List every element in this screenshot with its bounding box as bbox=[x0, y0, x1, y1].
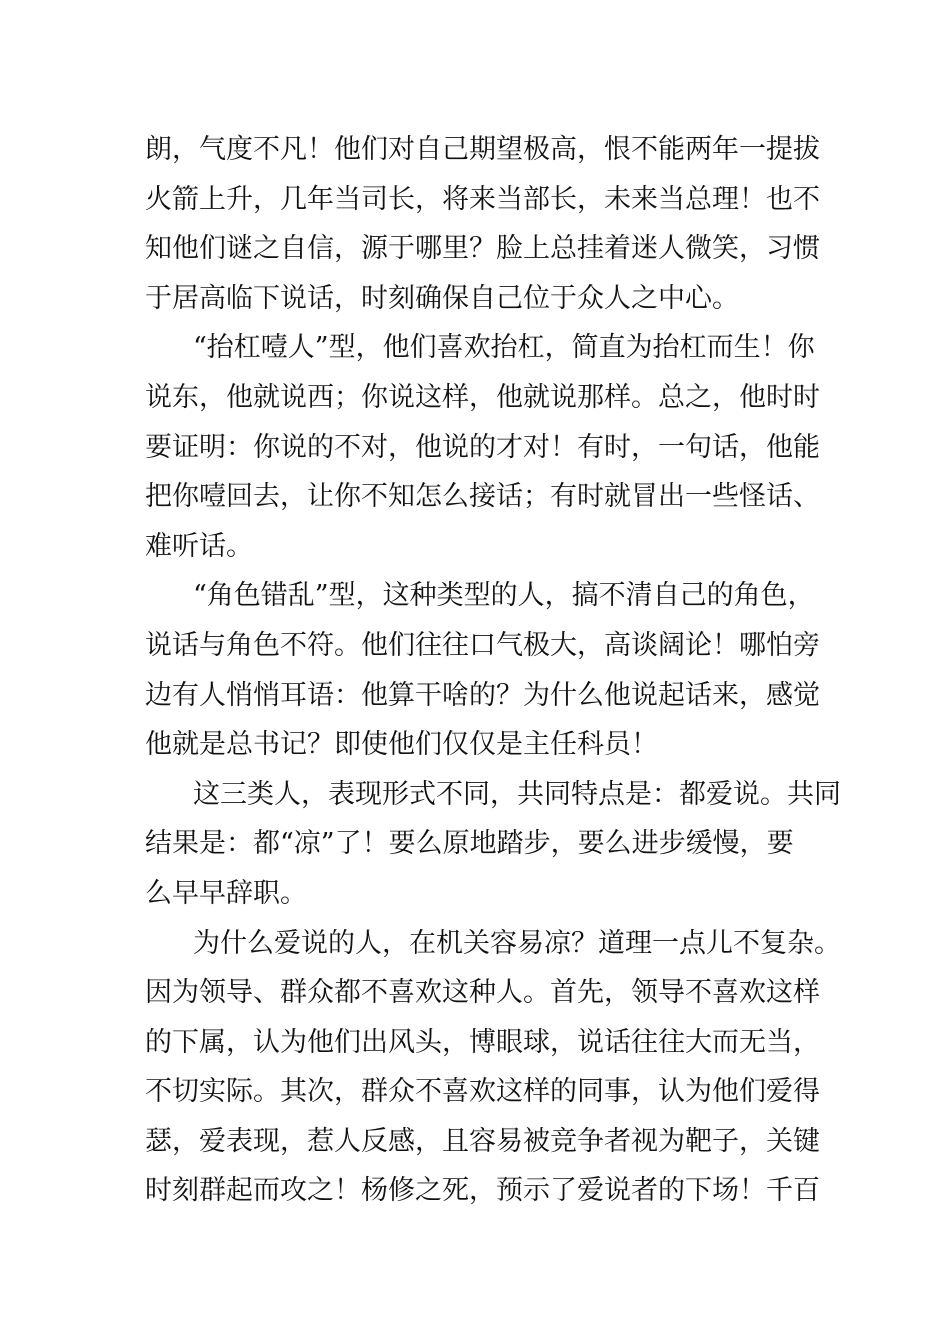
text-line: 时刻群起而攻之！杨修之死，预示了爱说者的下场！千百 bbox=[145, 1175, 820, 1207]
text-line: 这三类人，表现形式不同，共同特点是：都爱说。共同 bbox=[193, 778, 841, 810]
text-line: 瑟，爱表现，惹人反感，且容易被竞争者视为靶子，关键 bbox=[145, 1125, 820, 1157]
text-line: 火箭上升，几年当司长，将来当部长，未来当总理！也不 bbox=[145, 183, 820, 215]
text-line: 说东，他就说西；你说这样，他就说那样。总之，他时时 bbox=[145, 381, 820, 413]
text-line: 知他们谜之自信，源于哪里？脸上总挂着迷人微笑，习惯 bbox=[145, 233, 820, 265]
text-line: 他就是总书记？即使他们仅仅是主任科员！ bbox=[145, 729, 658, 761]
text-line: 为什么爱说的人，在机关容易凉？道理一点儿不复杂。 bbox=[193, 927, 841, 959]
text-line: 朗，气度不凡！他们对自己期望极高，恨不能两年一提拔 bbox=[145, 134, 820, 165]
text-line: 不切实际。其次，群众不喜欢这样的同事，认为他们爱得 bbox=[145, 1076, 820, 1108]
text-line: 么早早辞职。 bbox=[145, 877, 307, 909]
text-line: “角色错乱”型，这种类型的人，搞不清自己的角色， bbox=[193, 580, 815, 612]
text-line: 于居高临下说话，时刻确保自己位于众人之中心。 bbox=[145, 282, 739, 314]
body-text bbox=[145, 125, 841, 1216]
text-line: 说话与角色不符。他们往往口气极大，高谈阔论！哪怕旁 bbox=[145, 629, 820, 661]
text-line: “抬杠噎人”型，他们喜欢抬杠，简直为抬杠而生！你 bbox=[193, 332, 815, 364]
text-line: 边有人悄悄耳语：他算干啥的？为什么他说起话来，感觉 bbox=[145, 679, 820, 711]
text-line: 因为领导、群众都不喜欢这种人。首先，领导不喜欢这样 bbox=[145, 977, 820, 1009]
text-line: 难听话。 bbox=[145, 530, 253, 562]
text-line: 的下属，认为他们出风头，博眼球，说话往往大而无当， bbox=[145, 1026, 820, 1058]
text-line: 要证明：你说的不对，他说的才对！有时，一句话，他能 bbox=[145, 431, 820, 463]
text-line: 把你噎回去，让你不知怎么接话；有时就冒出一些怪话、 bbox=[145, 481, 820, 513]
text-line: 结果是：都“凉”了！要么原地踏步，要么进步缓慢，要 bbox=[145, 828, 794, 860]
